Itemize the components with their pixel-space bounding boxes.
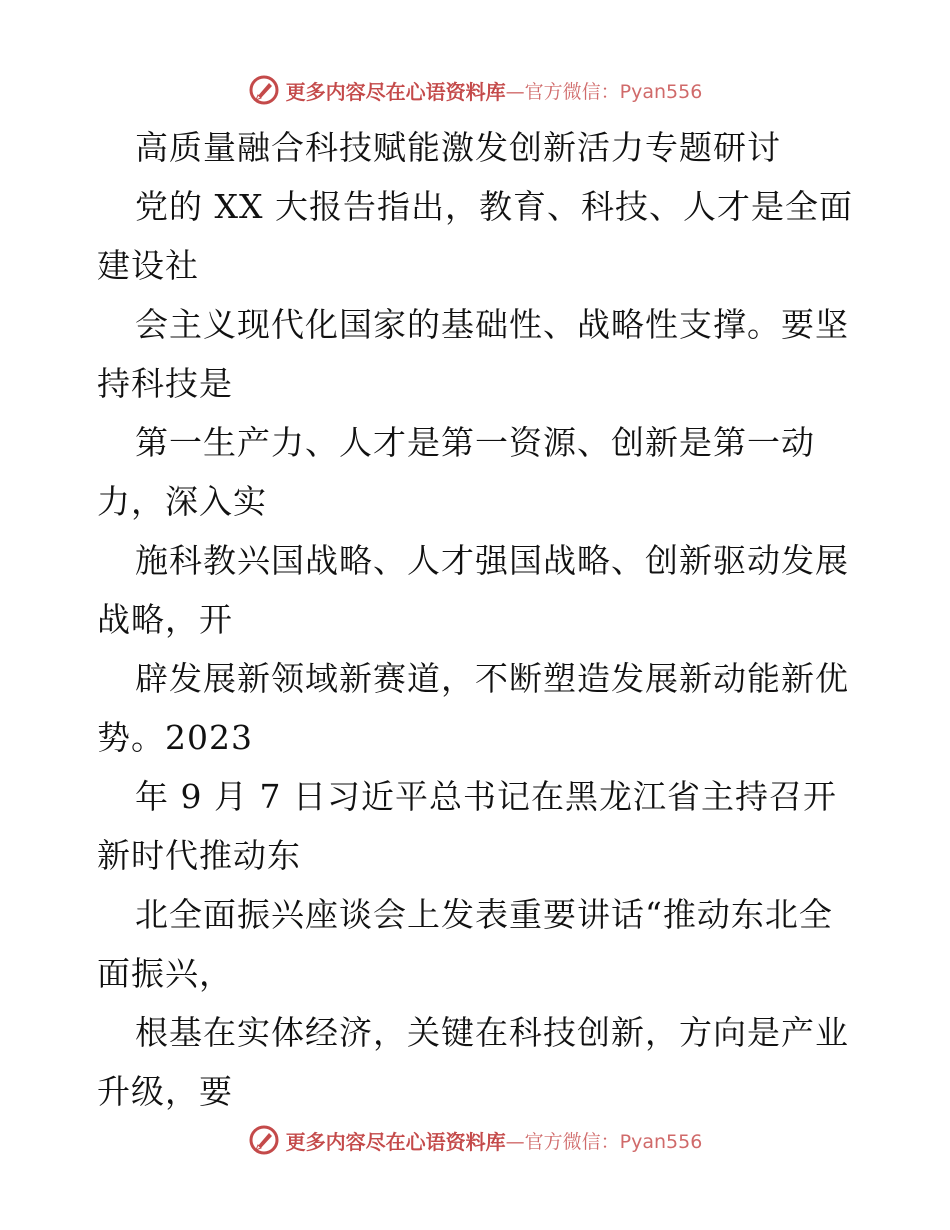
text-line: 会主义现代化国家的基础性、战略性支撑。要坚 bbox=[135, 305, 849, 344]
text-line: 新时代推动东 bbox=[97, 836, 301, 875]
watermark-header bbox=[0, 70, 950, 110]
document-body bbox=[97, 118, 857, 1121]
watermark-main-text: 更多内容尽在心语资料库 bbox=[285, 1129, 506, 1154]
text-line: 升级，要 bbox=[97, 1072, 233, 1111]
watermark-sub-text: —官方微信：Pyan556 bbox=[505, 1130, 703, 1153]
watermark-main-text: 更多内容尽在心语资料库 bbox=[285, 79, 506, 104]
text-line: 根基在实体经济，关键在科技创新，方向是产业 bbox=[135, 1013, 849, 1052]
text-line: 第一生产力、人才是第一资源、创新是第一动 bbox=[135, 423, 815, 462]
text-line: 持科技是 bbox=[97, 364, 233, 403]
pen-seal-logo-icon bbox=[248, 74, 280, 106]
text-line: 施科教兴国战略、人才强国战略、创新驱动发展 bbox=[135, 541, 849, 580]
text-line: 势。2023 bbox=[97, 718, 253, 757]
text-line: 北全面振兴座谈会上发表重要讲话“推动东北全 bbox=[135, 895, 833, 934]
text-line: 年 9 月 7 日习近平总书记在黑龙江省主持召开 bbox=[135, 777, 837, 816]
pen-seal-logo-icon bbox=[248, 1124, 280, 1156]
text-line: 建设社 bbox=[97, 246, 199, 285]
text-line: 战略，开 bbox=[97, 600, 233, 639]
watermark-footer bbox=[0, 1120, 950, 1160]
text-line: 面振兴， bbox=[97, 954, 233, 993]
text-line: 辟发展新领域新赛道，不断塑造发展新动能新优 bbox=[135, 659, 849, 698]
document-title: 高质量融合科技赋能激发创新活力专题研讨 bbox=[135, 128, 781, 167]
text-line: 力，深入实 bbox=[97, 482, 267, 521]
watermark-sub-text: —官方微信：Pyan556 bbox=[505, 80, 703, 103]
text-line: 党的 XX 大报告指出，教育、科技、人才是全面 bbox=[135, 187, 853, 226]
